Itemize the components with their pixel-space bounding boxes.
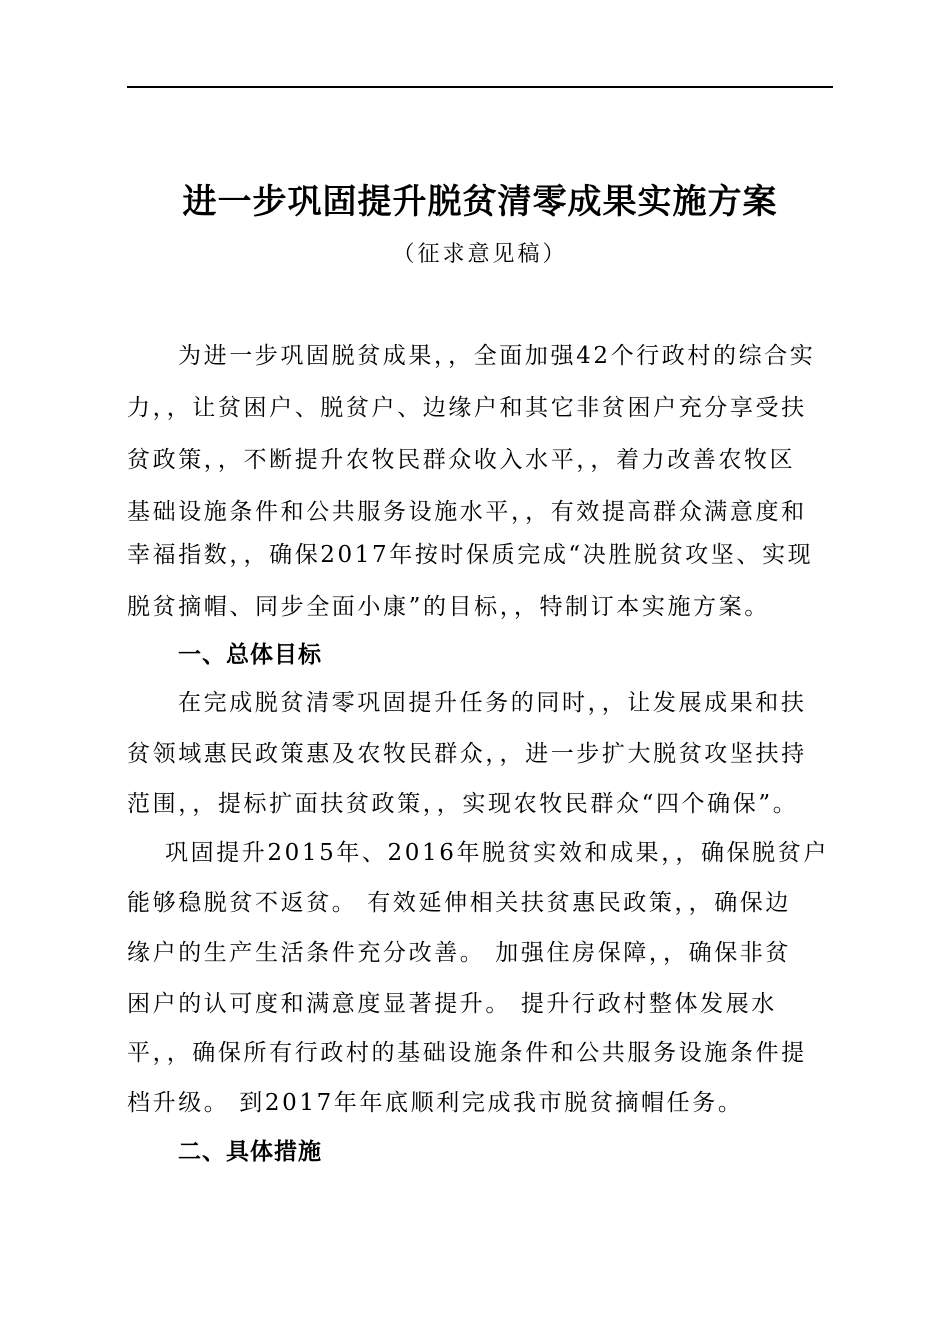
intro-line: 力，，让贫困户、脱贫户、边缘户和其它非贫困户充分享受扶 [127, 395, 807, 421]
section1-line: 贫领域惠民政策惠及农牧民群众，，进一步扩大脱贫攻坚扶持 [127, 741, 807, 767]
header-rule [127, 86, 833, 88]
section1-line: 巩固提升2015年、2016年脱贫实效和成果，，确保脱贫户 [165, 840, 829, 866]
intro-line: 贫政策，，不断提升农牧民群众收入水平，，着力改善农牧区 [127, 447, 796, 473]
section1-line: 缘户的生产生活条件充分改善。 加强住房保障，，确保非贫 [127, 940, 792, 966]
section1-line: 范围，，提标扩面扶贫政策，，实现农牧民群众“四个确保”。 [127, 791, 799, 817]
section1-line: 平，，确保所有行政村的基础设施条件和公共服务设施条件提 [127, 1040, 807, 1066]
section1-line: 困户的认可度和满意度显著提升。 提升行政村整体发展水 [127, 991, 777, 1017]
section1-line: 档升级。 到2017年年底顺利完成我市脱贫摘帽任务。 [127, 1090, 744, 1116]
intro-line: 基础设施条件和公共服务设施水平，，有效提高群众满意度和 [127, 499, 807, 525]
section1-line: 能够稳脱贫不返贫。 有效延伸相关扶贫惠民政策，，确保边 [127, 890, 792, 916]
section1-line: 在完成脱贫清零巩固提升任务的同时，，让发展成果和扶 [178, 690, 807, 716]
document-subtitle: （征求意见稿） [392, 242, 568, 267]
intro-line: 幸福指数，，确保2017年按时保质完成“决胜脱贫攻坚、实现 [127, 542, 814, 568]
intro-line: 脱贫摘帽、同步全面小康”的目标，，特制订本实施方案。 [127, 594, 770, 620]
section-heading-goals: 一、总体目标 [178, 642, 322, 668]
document-title: 进一步巩固提升脱贫清零成果实施方案 [182, 182, 778, 222]
section-heading-measures: 二、具体措施 [178, 1139, 322, 1165]
intro-line: 为进一步巩固脱贫成果，，全面加强42个行政村的综合实 [178, 343, 816, 369]
